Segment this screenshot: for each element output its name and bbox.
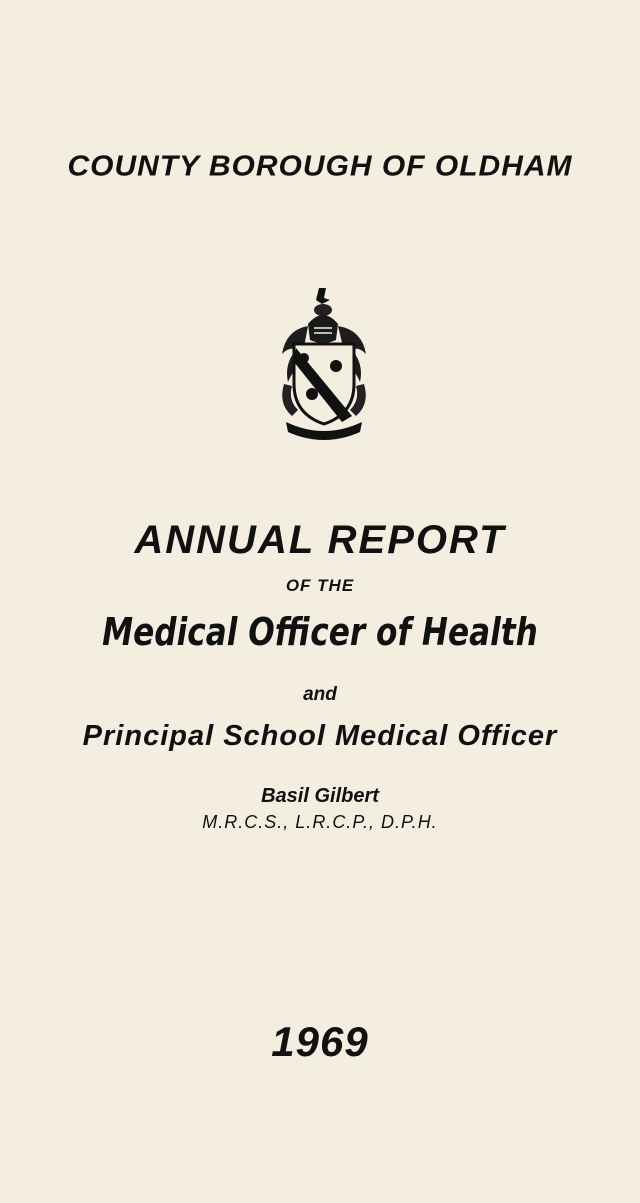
conjunction-label: and: [303, 684, 337, 705]
author-name: Basil Gilbert: [261, 785, 379, 807]
report-title: ANNUAL REPORT: [134, 518, 506, 562]
coat-of-arms-icon: [264, 284, 384, 444]
authority-heading: COUNTY BOROUGH OF OLDHAM: [67, 150, 573, 183]
author-qualifications: M.R.C.S., L.R.C.P., D.P.H.: [202, 812, 438, 832]
office-medical-officer: Medical Officer of Health: [102, 610, 538, 654]
office-school-medical-officer: Principal School Medical Officer: [82, 720, 558, 752]
show-through-texture: [40, 120, 640, 780]
report-year: 1969: [271, 1018, 369, 1065]
of-the-label: OF THE: [285, 576, 355, 595]
